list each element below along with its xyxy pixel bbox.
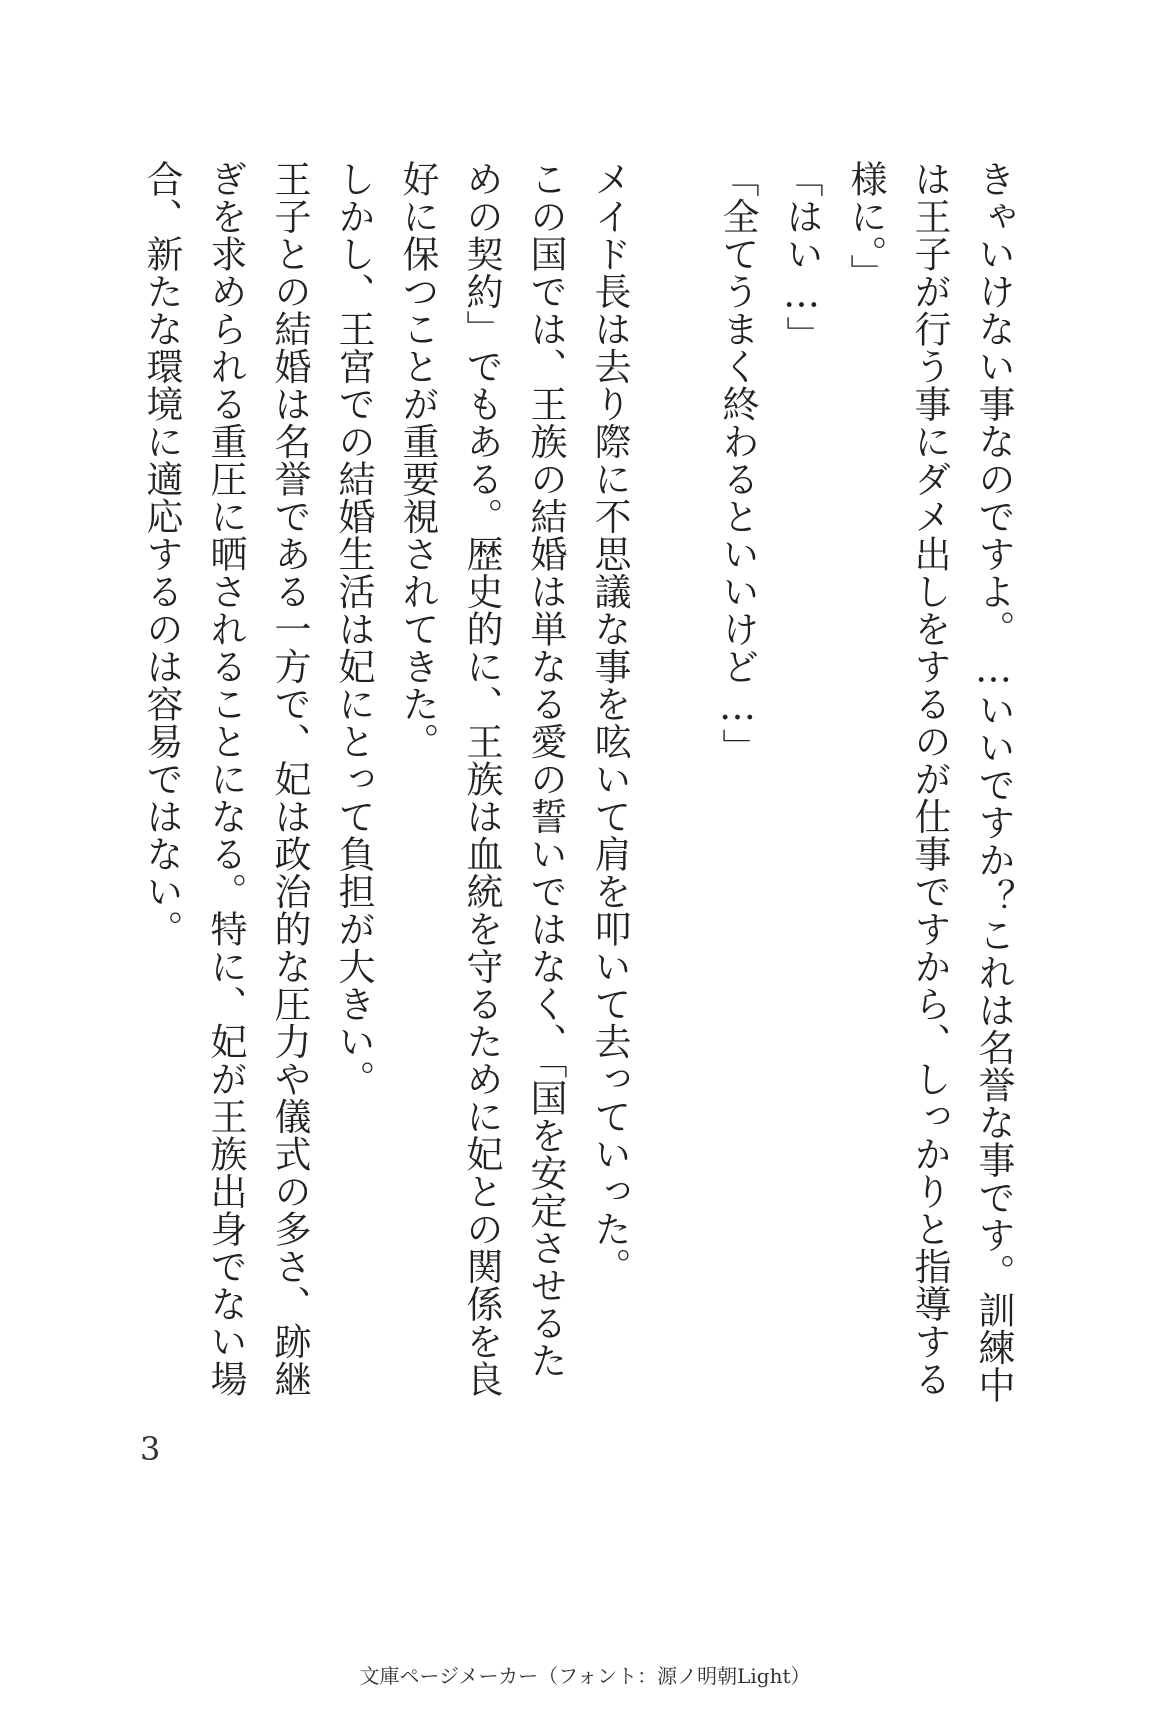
footer-credit: 文庫ページメーカー（フォント：源ノ明朝Light） bbox=[359, 1664, 811, 1688]
text-column: ぎを求められる重圧に晒されることになる。特に、妃が王族出身でない場 bbox=[204, 160, 247, 1398]
text-column: 合、新たな環境に適応するのは容易ではない。 bbox=[140, 160, 183, 948]
blank-column bbox=[641, 160, 705, 1460]
text-column: は王子が行う事にダメ出しをするのが仕事ですから、しっかりと指導する bbox=[908, 160, 951, 1398]
text-column: この国では、王族の結婚は単なる愛の誓いではなく、「国を安定させるた bbox=[524, 160, 567, 1379]
text-column: 王子との結婚は名誉である一方で、妃は政治的な圧力や儀式の多さ、跡継 bbox=[268, 160, 311, 1398]
vertical-text-body bbox=[129, 160, 1025, 1460]
text-column: 様に。」 bbox=[844, 160, 887, 292]
text-column: メイド長は去り際に不思議な事を呟いて肩を叩いて去っていった。 bbox=[588, 160, 631, 1285]
text-column: めの契約」でもある。歴史的に、王族は血統を守るために妃との関係を良 bbox=[460, 160, 503, 1398]
text-column: 「全てうまく終わるといいけど…」 bbox=[716, 160, 759, 766]
text-column: 好に保つことが重要視されてきた。 bbox=[396, 160, 439, 760]
page-number: 3 bbox=[140, 1430, 161, 1468]
text-column: しかし、王宮での結婚生活は妃にとって負担が大きい。 bbox=[332, 160, 375, 1098]
text-column: 「はい…」 bbox=[780, 160, 823, 354]
text-column: きゃいけない事なのですよ。…いいですか？これは名誉な事です。訓練中 bbox=[972, 160, 1015, 1404]
